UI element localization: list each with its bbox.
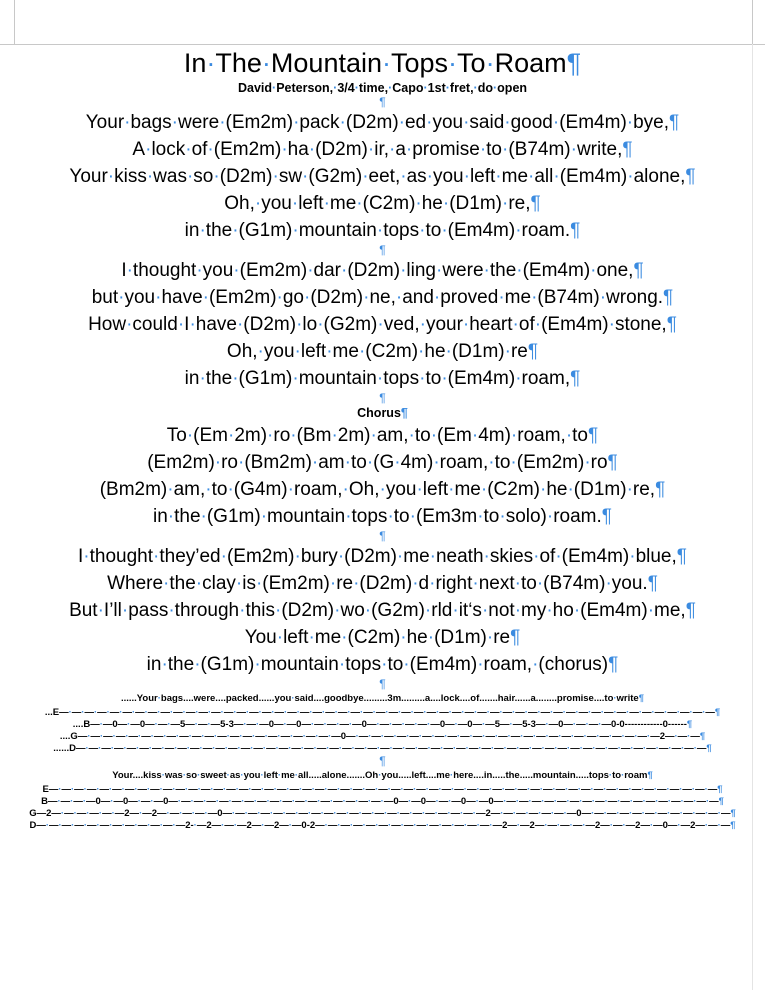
verse-1 — [0, 109, 765, 244]
lyric-line: Oh,·you·left·me·(C2m)·he·(D1m)·re¶ — [226, 341, 539, 362]
lyric-line: (Em2m)·ro·(Bm2m)·am·to·(G·4m)·roam,·to·(Em2m)·ro¶ — [147, 452, 618, 473]
page-corner-left — [0, 0, 15, 44]
song-title: In·The·Mountain·Tops·To·Roam¶ — [183, 48, 582, 78]
tab-string-e: E—·—·—·—·—·—·—·—·—·—·—·—·—·—·—·—·—·—·—·—·—·—·—·—·—·—·—·—·—·—·—·—·—·—·—·—·—·—·—·—·—·—·—·—·—·—·—·—·—·—·—·—·—¶ — [42, 784, 723, 795]
lyric-line: A·lock·of·(Em2m)·ha·(D2m)·ir,·a·promise·to·(B74m)·write,¶ — [132, 139, 633, 160]
lyric-line: I·thought·they’ed·(Em2m)·bury·(D2m)·me·neath·skies·of·(Em4m)·blue,¶ — [78, 546, 687, 567]
lyric-line: in·the·(G1m)·mountain·tops·to·(Em4m)·roam,·(chorus)¶ — [146, 654, 619, 675]
empty-paragraph: ¶ — [379, 677, 386, 691]
lyric-line: How·could·I·have·(D2m)·lo·(G2m)·ved,·your·heart·of·(Em4m)·stone,¶ — [88, 314, 677, 335]
tab-string-g: G—2—·—·—·—·—·—2—·—2—·—·—·—·—0—·—·—·—·—·—·—·—·—·—·—·—·—·—·—·—·—·—·—·—·—2—·—·—·—·—·—·—0—·—·—·—·—·—·—·—·—·—·—·—¶ — [29, 808, 736, 819]
lyric-line: Oh,·you·left·me·(C2m)·he·(D1m)·re,¶ — [224, 193, 541, 214]
lyric-line: You·left·me·(C2m)·he·(D1m)·re¶ — [244, 627, 521, 648]
verse-2 — [0, 257, 765, 392]
empty-paragraph: ¶ — [379, 243, 386, 257]
lyric-line: Where·the·clay·is·(Em2m)·re·(D2m)·d·right·next·to·(B74m)·you.¶ — [107, 573, 658, 594]
chorus — [0, 422, 765, 530]
tab-lyric-line: Your....kiss·was·so·sweet·as·you·left·me·all.....alone.......Oh·you.....left....me·here....in.....the.....mountain.....tops·to·roam¶ — [112, 770, 653, 781]
page-corner-right — [752, 0, 765, 44]
tab-string-b: B—·—·—·—0—·—0—·—·—0—·—·—·—·—·—·—·—·—·—·—·—·—·—·—·—·—·—0—·—0—·—·—0—·—0—·—·—·—·—·—·—·—·—·—·—·—·—·—·—·—·—·—¶ — [41, 796, 724, 807]
empty-paragraph: ¶ — [379, 391, 386, 405]
empty-paragraph: ¶ — [379, 529, 386, 543]
lyric-line: in·the·(G1m)·mountain·tops·to·(Em4m)·roam.¶ — [184, 220, 581, 241]
tab-lyric-line: ......Your·bags....were....packed......you·said....goodbye.........3m.........a....lock....of.......hair......a........promise....to·write¶ — [120, 693, 645, 704]
lyric-line: in·the·(G1m)·mountain·tops·to·(Em3m·to·solo)·roam.¶ — [152, 506, 613, 527]
document-body — [0, 46, 765, 832]
lyric-line: in·the·(G1m)·mountain·tops·to·(Em4m)·roam,¶ — [184, 368, 581, 389]
empty-paragraph: ¶ — [379, 754, 386, 768]
song-subtitle: David·Peterson,·3/4·time,·Capo·1st·fret,·do·open — [237, 81, 528, 95]
lyric-line: But·I’ll·pass·through·this·(D2m)·wo·(G2m)·rld·it‘s·not·my·ho·(Em4m)·me,¶ — [69, 600, 696, 621]
lyric-line: (Bm2m)·am,·to·(G4m)·roam,·Oh,·you·left·me·(C2m)·he·(D1m)·re,¶ — [99, 479, 666, 500]
lyric-line: Your·kiss·was·so·(D2m)·sw·(G2m)·eet,·as·you·left·me·all·(Em4m)·alone,¶ — [69, 166, 696, 187]
guitar-tab-1 — [0, 691, 765, 755]
guitar-tab-2 — [0, 768, 765, 832]
tab-string-d: ......D—·—·—·—·—·—·—·—·—·—·—·—·—·—·—·—·—·—·—·—·—·—·—·—·—·—·—·—·—·—·—·—·—·—·—·—·—·—·—·—·—·—·—·—·—·—·—·—·—·—¶ — [53, 743, 712, 754]
tab-string-d: D—·—·—·—·—·—·—·—·—·—·—·—2-·—2—·—·—2—·—2—·—0-2—·—·—·—·—·—·—·—·—·—·—·—·—·—·—2—·—2—·—·—·—·—2—·—·—2—·—0—·—2—·—·—¶ — [29, 820, 736, 831]
lyric-line: I·thought·you·(Em2m)·dar·(D2m)·ling·were·the·(Em4m)·one,¶ — [121, 260, 644, 281]
verse-3 — [0, 543, 765, 678]
lyric-line: but·you·have·(Em2m)·go·(D2m)·ne,·and·proved·me·(B74m)·wrong.¶ — [91, 287, 674, 308]
page-top-margin-line — [0, 44, 765, 45]
tab-string-g: ....G—·—·—·—·—·—·—·—·—·—·—·—·—·—·—·—·—·—·—·—·—0—·—·—·—·—·—·—·—·—·—·—·—·—·—·—·—·—·—·—·—·—·—·—·—·—2—·—·—¶ — [59, 731, 706, 742]
empty-paragraph: ¶ — [379, 95, 386, 109]
lyric-line: Your·bags·were·(Em2m)·pack·(D2m)·ed·you·said·good·(Em4m)·bye,¶ — [85, 112, 680, 133]
chorus-heading: Chorus¶ — [357, 406, 408, 420]
tab-string-b: ....B—·—0—·—0—·—·—5—·—·—5-3—·—·—0—·—0—·—·—·—·—0—·—·—·—·—·—0—·—0—·—5—·—5-3—·—0—·—·—·—0-0------------0------¶ — [72, 719, 693, 730]
lyric-line: To·(Em·2m)·ro·(Bm·2m)·am,·to·(Em·4m)·roam,·to¶ — [166, 425, 599, 446]
tab-string-e: ...E—·—·—·—·—·—·—·—·—·—·—·—·—·—·—·—·—·—·—·—·—·—·—·—·—·—·—·—·—·—·—·—·—·—·—·—·—·—·—·—·—·—·—·—·—·—·—·—·—·—·—·—¶ — [44, 707, 721, 718]
